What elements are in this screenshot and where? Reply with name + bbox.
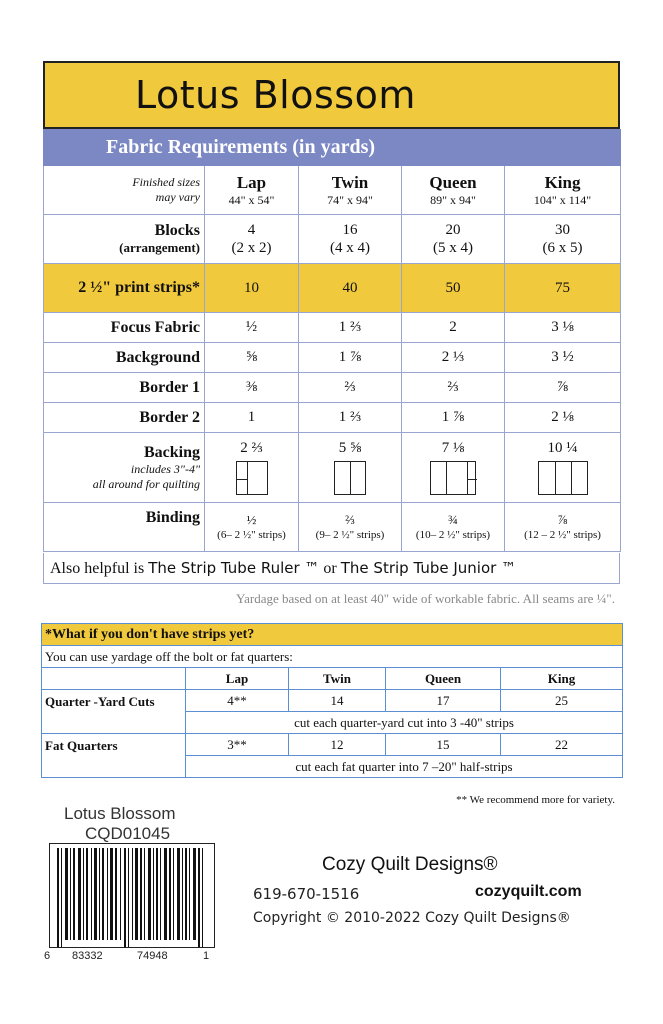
backing-value: 7 ⅛ <box>441 440 465 456</box>
row-value: ⅞ <box>505 373 621 403</box>
barcode-bars-icon <box>50 844 214 947</box>
backing-layout-diagram <box>538 461 588 495</box>
fat-quarter-value: 22 <box>501 734 623 756</box>
binding-value: ¾ <box>448 512 458 527</box>
backing-value: 10 ¼ <box>547 440 578 456</box>
size-dims: 44" x 54" <box>228 193 275 207</box>
binding-strips: (12 – 2 ½" strips) <box>524 529 601 541</box>
binding-value: ½ <box>246 512 257 527</box>
fat-quarter-value: 15 <box>386 734 501 756</box>
row-value: ⅔ <box>402 373 505 403</box>
also-helpful-line <box>43 553 620 584</box>
recommend-note: ** We recommend more for variety. <box>456 794 615 806</box>
backing-sub2: all around for quilting <box>92 476 200 491</box>
row-value: 1 ⅔ <box>299 403 402 433</box>
sizes-label <box>44 166 205 215</box>
background-row <box>44 343 621 373</box>
quarter-yard-value: 17 <box>386 690 501 712</box>
row-label: Background <box>44 343 205 373</box>
fat-quarter-note: cut each fat quarter into 7 –20" half-strips <box>186 756 623 778</box>
requirements-header: Fabric Requirements (in yards) <box>44 130 621 166</box>
copyright: Copyright © 2010-2022 Cozy Quilt Designs® <box>253 910 571 926</box>
row-label: Binding <box>44 503 205 552</box>
row-value: 2 ⅓ <box>402 343 505 373</box>
fat-quarter-value: 3** <box>186 734 289 756</box>
company-name: Cozy Quilt Designs® <box>322 854 498 875</box>
blocks-cell <box>505 215 621 264</box>
size-dims: 89" x 94" <box>430 193 476 207</box>
strips-value: 10 <box>205 264 299 313</box>
barcode <box>49 843 215 948</box>
binding-cell <box>402 503 505 552</box>
size-cell-queen <box>402 166 505 215</box>
product-code: CQD01045 <box>85 824 171 843</box>
quarter-yard-row <box>42 690 623 712</box>
barcode-title: Lotus Blossom <box>64 804 176 823</box>
blocks-sublabel: (arrangement) <box>119 240 200 255</box>
blocks-label-text: Blocks <box>154 222 200 239</box>
size-cell-king <box>505 166 621 215</box>
fat-quarter-label: Fat Quarters <box>42 734 186 778</box>
fabric-requirements-table <box>43 129 621 552</box>
size-cell-lap <box>205 166 299 215</box>
size-name: Queen <box>429 173 477 192</box>
size-dims: 74" x 94" <box>327 193 373 207</box>
border1-row <box>44 373 621 403</box>
row-label: Focus Fabric <box>44 313 205 343</box>
row-label: Border 1 <box>44 373 205 403</box>
row-value: 1 ⅔ <box>299 313 402 343</box>
row-value: ⅜ <box>205 373 299 403</box>
binding-cell <box>505 503 621 552</box>
border2-row <box>44 403 621 433</box>
size-name: Lap <box>236 173 267 192</box>
backing-layout-diagram <box>430 461 476 495</box>
company-website: cozyquilt.com <box>475 883 582 900</box>
binding-row <box>44 503 621 552</box>
requirements-header-row <box>44 130 621 166</box>
yardage-note: Yardage based on at least 40" wide of workable fabric. All seams are ¼". <box>236 591 615 606</box>
what-if-header-row <box>42 624 623 646</box>
pattern-title: Lotus Blossom <box>135 73 416 117</box>
backing-cell-twin <box>299 433 402 503</box>
blocks-cell <box>299 215 402 264</box>
block-arrangement: (5 x 4) <box>433 240 473 256</box>
focus-fabric-row <box>44 313 621 343</box>
barcode-digit: 83332 <box>72 950 103 962</box>
binding-strips: (9– 2 ½" strips) <box>315 529 385 541</box>
row-label: Border 2 <box>44 403 205 433</box>
quarter-yard-label: Quarter -Yard Cuts <box>42 690 186 734</box>
strips-row <box>44 264 621 313</box>
helpful-prefix: Also helpful is <box>50 560 149 577</box>
block-arrangement: (2 x 2) <box>231 240 272 256</box>
sizes-label-line1: Finished sizes <box>132 175 200 189</box>
row-value: 2 <box>402 313 505 343</box>
empty-cell <box>42 668 186 690</box>
what-if-subheader: You can use yardage off the bolt or fat quarters: <box>42 646 623 668</box>
binding-strips: (6– 2 ½" strips) <box>217 529 286 541</box>
row-value: ½ <box>205 313 299 343</box>
fat-quarter-row <box>42 734 623 756</box>
barcode-digit: 1 <box>203 950 210 962</box>
strip-tube-ruler-name: The Strip Tube Ruler ™ <box>148 559 320 577</box>
size-cell-twin <box>299 166 402 215</box>
block-count: 30 <box>555 222 571 238</box>
row-value: ⅝ <box>205 343 299 373</box>
row-value: 3 ½ <box>505 343 621 373</box>
what-if-header: *What if you don't have strips yet? <box>42 624 623 646</box>
row-value: 2 ⅛ <box>505 403 621 433</box>
backing-value: 2 ⅔ <box>240 440 263 456</box>
company-phone: 619-670-1516 <box>253 885 360 903</box>
barcode-digit: 6 <box>44 950 51 962</box>
binding-value: ⅔ <box>345 512 355 527</box>
blocks-cell <box>402 215 505 264</box>
barcode-digit: 74948 <box>137 950 168 962</box>
helpful-or: or <box>319 560 341 577</box>
size-name: Twin <box>331 173 369 192</box>
binding-cell <box>299 503 402 552</box>
block-count: 16 <box>342 222 358 238</box>
strips-label: 2 ½" print strips* <box>44 264 205 313</box>
fat-quarter-value: 12 <box>289 734 386 756</box>
what-if-columns-row <box>42 668 623 690</box>
strips-value: 50 <box>402 264 505 313</box>
column-header: Twin <box>289 668 386 690</box>
size-name: King <box>544 173 581 192</box>
row-value: 1 ⅞ <box>402 403 505 433</box>
backing-cell-lap <box>205 433 299 503</box>
backing-cell-king <box>505 433 621 503</box>
sizes-label-line2: may vary <box>155 190 200 204</box>
size-dims: 104" x 114" <box>533 193 592 207</box>
block-arrangement: (4 x 4) <box>330 240 370 256</box>
column-header: Queen <box>386 668 501 690</box>
row-value: ⅔ <box>299 373 402 403</box>
row-value: 3 ⅛ <box>505 313 621 343</box>
backing-label-text: Backing <box>143 443 200 461</box>
quarter-yard-value: 4** <box>186 690 289 712</box>
what-if-table <box>41 623 623 778</box>
backing-layout-diagram <box>236 461 268 495</box>
what-if-subheader-row <box>42 646 623 668</box>
binding-cell <box>205 503 299 552</box>
blocks-row <box>44 215 621 264</box>
backing-label <box>44 433 205 503</box>
block-arrangement: (6 x 5) <box>542 240 583 256</box>
blocks-label <box>44 215 205 264</box>
column-header: Lap <box>186 668 289 690</box>
backing-cell-queen <box>402 433 505 503</box>
blocks-cell <box>205 215 299 264</box>
title-banner <box>43 61 620 129</box>
backing-layout-diagram <box>334 461 366 495</box>
sizes-row <box>44 166 621 215</box>
block-count: 4 <box>247 222 256 238</box>
binding-value: ⅞ <box>557 512 568 527</box>
strips-value: 75 <box>505 264 621 313</box>
quarter-yard-value: 25 <box>501 690 623 712</box>
backing-sub1: includes 3"-4" <box>130 461 200 476</box>
quarter-yard-note: cut each quarter-yard cut into 3 -40" strips <box>186 712 623 734</box>
row-value: 1 <box>205 403 299 433</box>
quarter-yard-value: 14 <box>289 690 386 712</box>
block-count: 20 <box>445 222 461 238</box>
backing-value: 5 ⅝ <box>338 440 362 456</box>
row-value: 1 ⅞ <box>299 343 402 373</box>
strips-value: 40 <box>299 264 402 313</box>
strip-tube-junior-name: The Strip Tube Junior ™ <box>340 559 517 577</box>
backing-row <box>44 433 621 503</box>
binding-strips: (10– 2 ½" strips) <box>415 529 491 541</box>
column-header: King <box>501 668 623 690</box>
